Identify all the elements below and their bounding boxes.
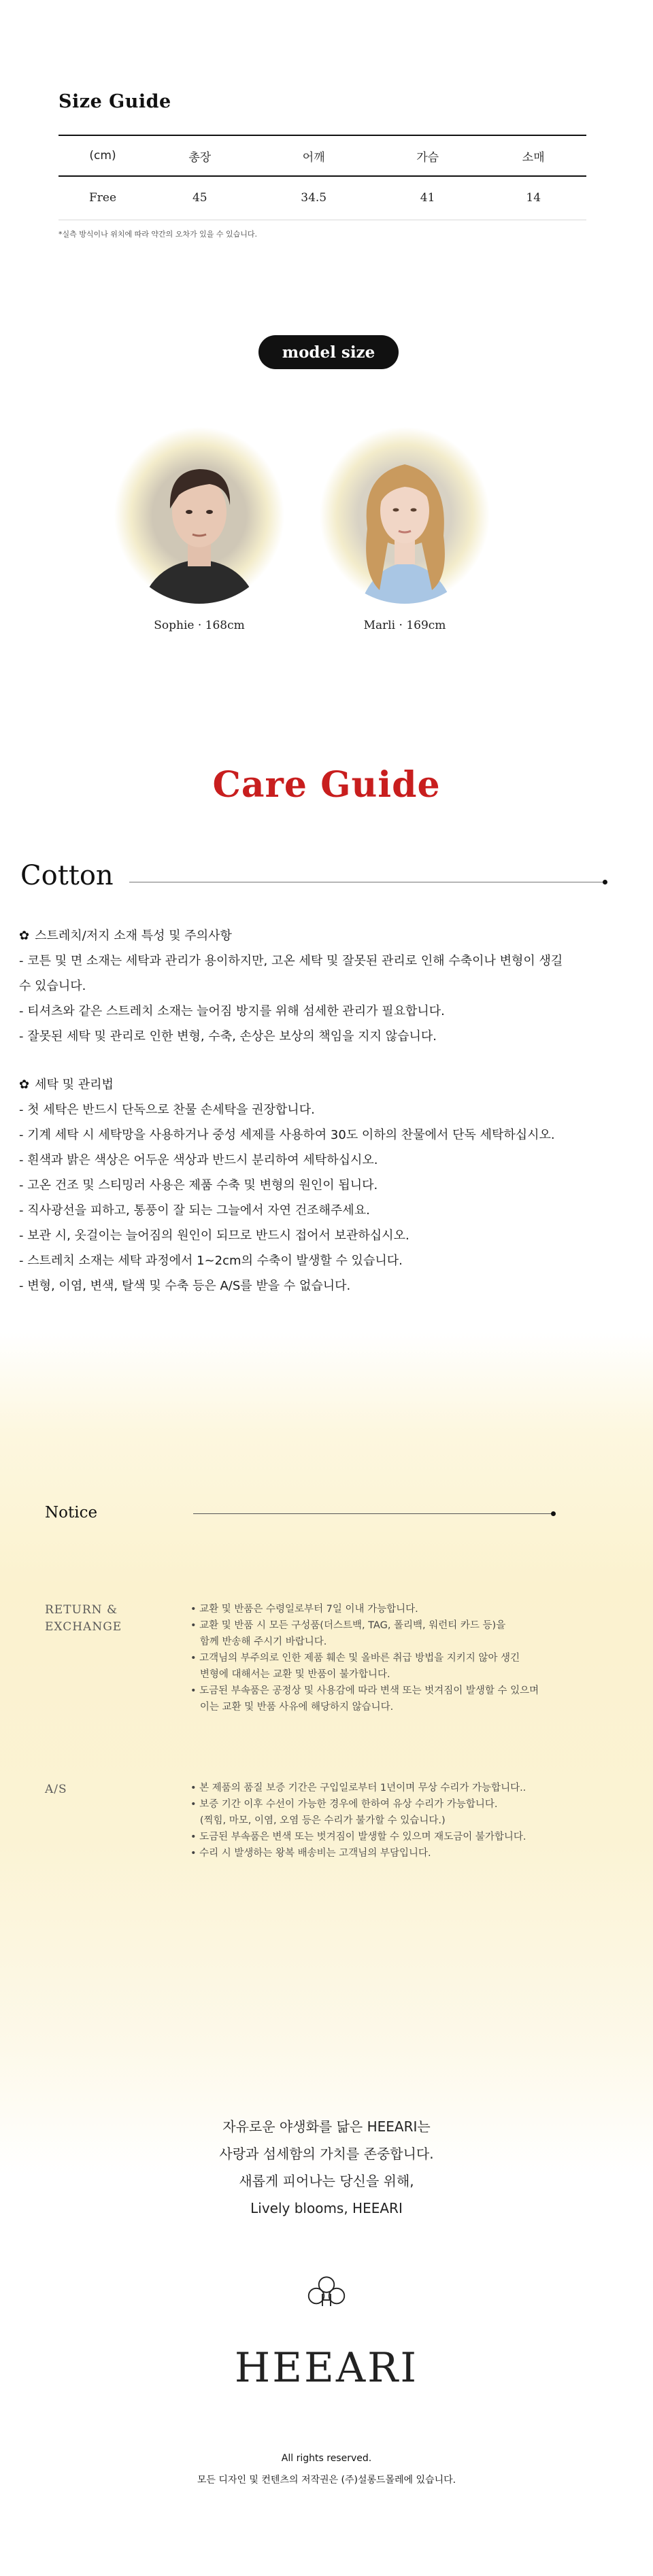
flower-icon: ✿ (19, 929, 30, 943)
brand-line: Lively blooms, HEEARI (250, 2200, 403, 2216)
return-label-line: RETURN & (45, 1603, 118, 1617)
heeari-logo-icon (286, 2269, 367, 2351)
brand-line: 자유로운 야생화를 닮은 HEEARI는 (222, 2118, 431, 2135)
heeari-logo-mark (286, 2269, 367, 2331)
model-photo-marli-image (320, 427, 490, 604)
notice-line-text: • 도금된 부속품은 변색 또는 벗겨짐이 발생할 수 있으며 재도금이 불가합니다. (190, 1832, 526, 1842)
care-section-washing (19, 1072, 631, 1299)
size-cell: 41 (375, 176, 481, 220)
footer-rights: All rights reserved. (281, 2453, 372, 2464)
notice-line-text: • 보증 기간 이후 수선이 가능한 경우에 한하여 유상 수리가 가능합니다. (190, 1799, 498, 1810)
size-note: *실측 방식이나 위치에 따라 약간의 오차가 있을 수 있습니다. (58, 230, 257, 239)
size-table (58, 135, 586, 220)
care-guide-title: Care Guide (212, 764, 441, 806)
size-cell: 14 (480, 176, 586, 220)
return-exchange-label (45, 1602, 122, 1636)
care-section-heading (19, 923, 631, 948)
divider-dot (603, 880, 607, 885)
notice-line-text: 함께 반송해 주시기 바랍니다. (190, 1636, 327, 1647)
notice-line-text: 변형에 대해서는 교환 및 반품이 불가합니다. (190, 1669, 390, 1680)
brand-name: HEEARI (234, 2344, 419, 2392)
care-line: - 스트레치 소재는 세탁 과정에서 1~2cm의 수축이 발생할 수 있습니다. (19, 1254, 403, 1268)
notice-background (0, 1333, 653, 2176)
model-caption-sophie: Sophie · 168cm (154, 619, 245, 632)
care-section-stretch (19, 923, 631, 1049)
care-line: - 기계 세탁 시 세탁망을 사용하거나 중성 세제를 사용하여 30도 이하의 찬물에서 단독 세탁하십시오. (19, 1128, 555, 1142)
notice-line-text: • 수리 시 발생하는 왕복 배송비는 고객님의 부담입니다. (190, 1848, 431, 1859)
table-row (58, 176, 586, 220)
care-line: - 직사광선을 피하고, 통풍이 잘 되는 그늘에서 자연 건조해주세요. (19, 1203, 370, 1218)
care-line: - 고온 건조 및 스티밍러 사용은 제품 수축 및 변형의 원인이 됩니다. (19, 1178, 378, 1192)
size-col-length: 총장 (147, 135, 253, 176)
care-line: - 변형, 이염, 변색, 탈색 및 수축 등은 A/S를 받을 수 없습니다. (19, 1279, 351, 1293)
footer-copyright: 모든 디자인 및 컨텐츠의 저작권은 (주)설롱드몰레에 있습니다. (197, 2475, 456, 2486)
care-line: 수 있습니다. (19, 979, 86, 993)
as-text (190, 1780, 612, 1861)
model-photo-sophie (114, 427, 284, 604)
size-cell: Free (58, 176, 147, 220)
size-cell: 45 (147, 176, 253, 220)
size-table-header-row (58, 135, 586, 176)
notice-line-text: • 고객님의 부주의로 인한 제품 훼손 및 올바른 취급 방법을 지키지 않아 생긴 (190, 1653, 520, 1664)
notice-line-text: (찍힘, 마모, 이염, 오염 등은 수리가 불가할 수 있습니다.) (190, 1815, 446, 1826)
brand-line: 새롭게 피어나는 당신을 위해, (239, 2173, 414, 2189)
notice-line-text: • 교환 및 반품 시 모든 구성품(더스트백, TAG, 폴리백, 워런티 카드 등)을 (190, 1620, 506, 1631)
care-section-heading-text: 스트레치/저지 소재 특성 및 주의사항 (35, 929, 232, 943)
flower-icon: ✿ (19, 1078, 30, 1092)
notice-line-text: • 교환 및 반품은 수령일로부터 7일 이내 가능합니다. (190, 1604, 418, 1615)
care-line: - 코튼 및 면 소재는 세탁과 관리가 용이하지만, 고온 세탁 및 잘못된 관리로 인해 수축이나 변형이 생길 (19, 954, 563, 968)
material-title: Cotton (20, 860, 114, 891)
size-guide-title: Size Guide (58, 91, 171, 112)
size-col-sleeve: 소매 (480, 135, 586, 176)
brand-line: 사랑과 섬세함의 가치를 존중합니다. (219, 2146, 434, 2162)
as-label: A/S (45, 1783, 67, 1796)
care-section-heading-text: 세탁 및 관리법 (35, 1078, 114, 1092)
model-size-label: model size (282, 343, 375, 362)
notice-line-text: • 도금된 부속품은 공정상 및 사용감에 따라 변색 또는 벗겨짐이 발생할 수 있으며 (190, 1685, 539, 1696)
size-col-unit: (cm) (58, 135, 147, 176)
divider-dot (551, 1511, 556, 1516)
care-line: - 첫 세탁은 반드시 단독으로 찬물 손세탁을 권장합니다. (19, 1103, 315, 1117)
return-exchange-text (190, 1601, 612, 1715)
care-line: - 흰색과 밝은 색상은 어두운 색상과 반드시 분리하여 세탁하십시오. (19, 1153, 378, 1167)
model-size-badge (258, 335, 399, 369)
notice-line-text: • 본 제품의 품질 보증 기간은 구입일로부터 1년이며 무상 수리가 가능합니다.. (190, 1783, 526, 1793)
notice-title: Notice (45, 1504, 98, 1522)
divider-line (193, 1513, 554, 1514)
care-line: - 티셔츠와 같은 스트레치 소재는 늘어짐 방지를 위해 섬세한 관리가 필요합니다. (19, 1004, 445, 1018)
care-line: - 보관 시, 옷걸이는 늘어짐의 원인이 되므로 반드시 접어서 보관하십시오. (19, 1229, 409, 1243)
size-col-chest: 가슴 (375, 135, 481, 176)
size-col-shoulder: 어깨 (253, 135, 375, 176)
size-cell: 34.5 (253, 176, 375, 220)
return-label-line: EXCHANGE (45, 1620, 122, 1634)
care-line: - 잘못된 세탁 및 관리로 인한 변형, 수축, 손상은 보상의 책임을 지지 않습니다. (19, 1029, 437, 1044)
model-photo-marli (320, 427, 490, 604)
notice-line-text: 이는 교환 및 반품 사유에 해당하지 않습니다. (190, 1702, 394, 1713)
model-photo-sophie-image (114, 427, 284, 604)
care-section-heading (19, 1072, 631, 1097)
model-caption-marli: Marli · 169cm (363, 619, 446, 632)
brand-statement (0, 2113, 653, 2222)
